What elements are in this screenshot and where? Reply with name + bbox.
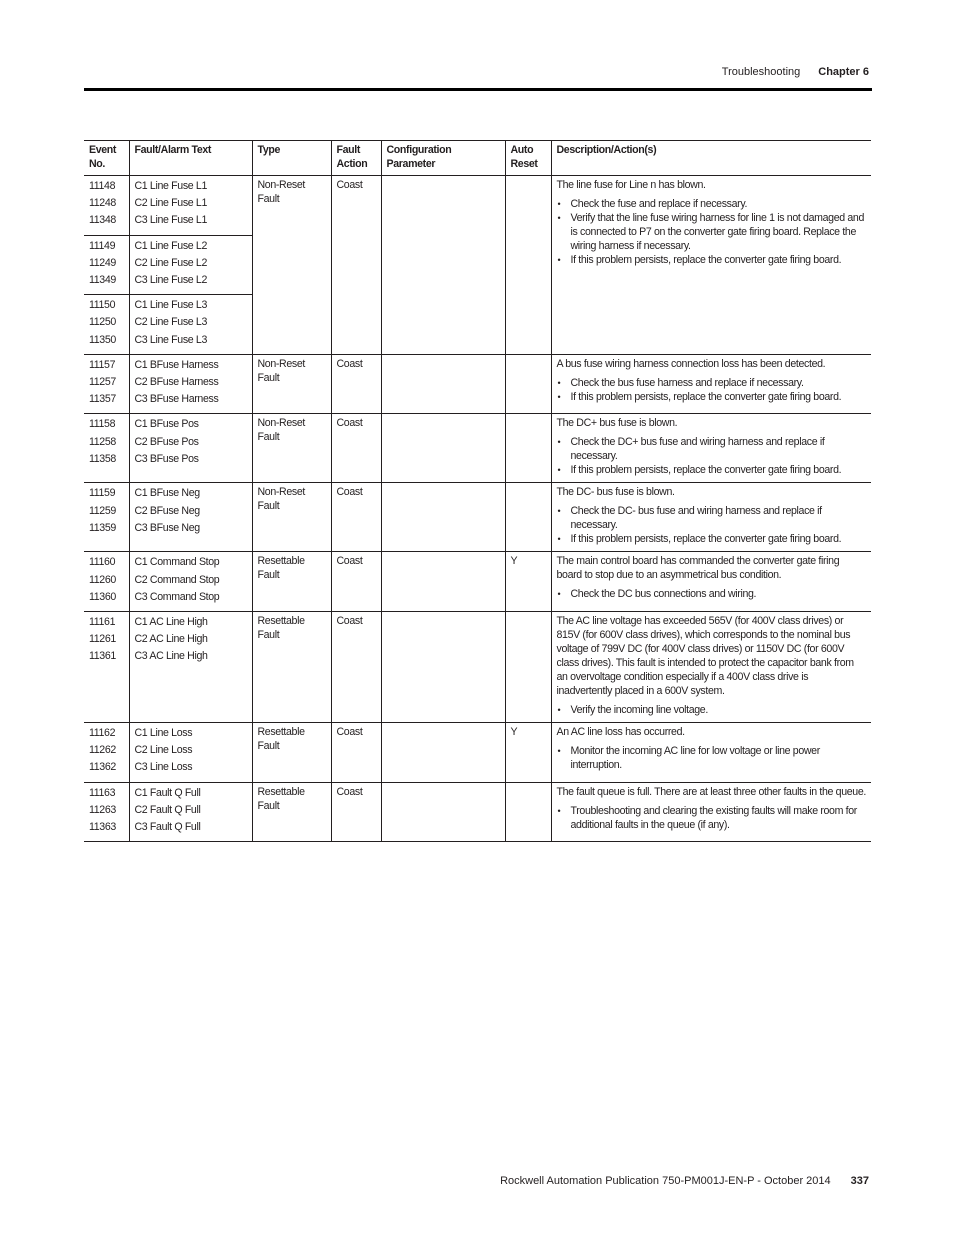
fault-type-cell: Non-Reset Fault <box>252 483 331 552</box>
action-list <box>557 197 867 267</box>
description-cell <box>551 354 871 414</box>
action-item: • If this problem persists, replace the converter gate firing board. <box>571 390 867 404</box>
cell-line: C3 BFuse Harness <box>134 393 219 406</box>
auto-reset-cell <box>505 176 551 355</box>
auto-reset-cell <box>505 612 551 723</box>
cell-line: 11358 <box>89 452 116 465</box>
fault-type-cell: Resettable Fault <box>252 552 331 612</box>
fault-action-cell: Coast <box>331 552 381 612</box>
table-header-row <box>84 141 871 176</box>
fault-text-cell <box>129 414 252 483</box>
column-header: Type <box>252 141 331 176</box>
cell-line: 11263 <box>89 803 116 816</box>
fault-action-cell: Coast <box>331 612 381 723</box>
cell-line: 11150 <box>89 299 116 312</box>
table-body <box>84 176 871 842</box>
cell-line: 11348 <box>89 214 116 227</box>
cell-line: 11159 <box>89 487 116 500</box>
publication-info: Rockwell Automation Publication 750-PM001J-EN-P - October 2014 <box>500 1175 831 1187</box>
event-number-cell <box>84 295 129 355</box>
cell-line: C1 Line Fuse L3 <box>134 299 207 312</box>
event-number-cell <box>84 235 129 295</box>
description-cell <box>551 782 871 842</box>
cell-line: 11261 <box>89 633 116 646</box>
cell-line: 11350 <box>89 333 116 346</box>
action-item: • Check the DC+ bus fuse and wiring harness and replace if necessary. <box>571 435 867 463</box>
cell-line: C2 Line Loss <box>134 744 193 757</box>
cell-line: 11357 <box>89 393 116 406</box>
column-header: Event No. <box>84 141 129 176</box>
fault-text-cell <box>129 782 252 842</box>
config-parameter-cell <box>381 176 505 355</box>
fault-text-cell <box>129 483 252 552</box>
table-row <box>84 552 871 612</box>
cell-line: 11249 <box>89 256 116 269</box>
action-item: • Troubleshooting and clearing the existing faults will make room for additional faults in the queue (if any). <box>571 804 867 832</box>
cell-line: 11257 <box>89 376 116 389</box>
cell-line: C1 BFuse Neg <box>134 487 200 500</box>
description-text: A bus fuse wiring harness connection loss has been detected. <box>556 357 826 370</box>
cell-line: C2 Line Fuse L1 <box>134 197 207 210</box>
cell-line: C3 Line Fuse L1 <box>134 214 207 227</box>
table-row <box>84 354 871 414</box>
cell-line: 11262 <box>89 744 116 757</box>
fault-text-cell <box>129 723 252 783</box>
description-text: The DC- bus fuse is blown. <box>556 486 675 499</box>
section-title: Troubleshooting <box>721 66 801 78</box>
cell-line: C1 BFuse Harness <box>134 358 219 371</box>
config-parameter-cell <box>381 723 505 783</box>
fault-action-cell: Coast <box>331 782 381 842</box>
header-rule <box>84 88 872 91</box>
action-list <box>557 703 867 717</box>
fault-text-cell <box>129 552 252 612</box>
description-text: The fault queue is full. There are at least three other faults in the queue. <box>556 785 866 798</box>
cell-line: C1 Line Loss <box>134 727 193 740</box>
column-header: Fault/Alarm Text <box>129 141 252 176</box>
description-text: The AC line voltage has exceeded 565V (for 400V class drives) or 815V (for 600V class drives), which corresponds to the nominal bus voltage of 799V DC (for 400V class drives) or 1150V DC (for 600V class drives). This fault is intended to protect the capacitor bank from an overvoltage condition especially if a 400V class drive is inadvertently placed in a 600V system. <box>556 615 854 698</box>
cell-line: 11248 <box>89 197 116 210</box>
description-cell <box>551 552 871 612</box>
description-cell <box>551 483 871 552</box>
cell-line: C2 BFuse Harness <box>134 376 219 389</box>
event-number-cell <box>84 354 129 414</box>
cell-line: C3 Line Fuse L2 <box>134 274 207 287</box>
column-header: Auto Reset <box>505 141 551 176</box>
chapter-label: Chapter 6 <box>818 66 869 78</box>
column-header: Fault Action <box>331 141 381 176</box>
cell-line: C1 AC Line High <box>134 616 208 629</box>
action-list <box>557 744 867 772</box>
page-header <box>0 66 869 78</box>
cell-line: 11160 <box>89 556 116 569</box>
auto-reset-cell <box>505 483 551 552</box>
fault-type-cell: Non-Reset Fault <box>252 414 331 483</box>
action-item: • Check the DC- bus fuse and wiring harness and replace if necessary. <box>571 504 867 532</box>
fault-type-cell: Non-Reset Fault <box>252 354 331 414</box>
action-item: • If this problem persists, replace the converter gate firing board. <box>571 463 867 477</box>
description-cell <box>551 414 871 483</box>
action-item: • Check the bus fuse harness and replace if necessary. <box>571 376 867 390</box>
cell-line: C3 Line Fuse L3 <box>134 333 207 346</box>
action-list <box>557 376 867 404</box>
cell-line: C3 Command Stop <box>134 590 220 603</box>
action-item: • If this problem persists, replace the converter gate firing board. <box>571 532 867 546</box>
cell-line: 11260 <box>89 573 116 586</box>
table-row <box>84 176 871 236</box>
cell-line: C2 BFuse Neg <box>134 504 200 517</box>
event-number-cell <box>84 483 129 552</box>
cell-line: 11361 <box>89 650 116 663</box>
event-number-cell <box>84 723 129 783</box>
table-row <box>84 723 871 783</box>
cell-line: C3 Line Loss <box>134 761 193 774</box>
cell-line: C2 BFuse Pos <box>134 435 199 448</box>
auto-reset-cell: Y <box>505 552 551 612</box>
config-parameter-cell <box>381 782 505 842</box>
fault-text-cell <box>129 295 252 355</box>
action-item: • Check the fuse and replace if necessary. <box>571 197 867 211</box>
table-row <box>84 414 871 483</box>
table-row <box>84 483 871 552</box>
description-cell <box>551 612 871 723</box>
table-row <box>84 612 871 723</box>
event-number-cell <box>84 612 129 723</box>
action-list <box>557 804 867 832</box>
fault-text-cell <box>129 176 252 236</box>
cell-line: 11349 <box>89 274 116 287</box>
event-number-cell <box>84 782 129 842</box>
fault-action-cell: Coast <box>331 176 381 355</box>
action-list <box>557 587 867 601</box>
cell-line: 11258 <box>89 435 116 448</box>
description-text: The main control board has commanded the converter gate firing board to stop due to an asymmetrical bus condition. <box>556 555 840 582</box>
fault-type-cell: Non-Reset Fault <box>252 176 331 355</box>
cell-line: 11362 <box>89 761 116 774</box>
cell-line: 11158 <box>89 418 116 431</box>
config-parameter-cell <box>381 414 505 483</box>
cell-line: C3 AC Line High <box>134 650 208 663</box>
column-header: Description/Action(s) <box>551 141 871 176</box>
action-item: • Verify the incoming line voltage. <box>571 703 867 717</box>
page-number: 337 <box>850 1175 869 1187</box>
cell-line: C3 BFuse Neg <box>134 521 200 534</box>
config-parameter-cell <box>381 354 505 414</box>
auto-reset-cell <box>505 782 551 842</box>
config-parameter-cell <box>381 552 505 612</box>
config-parameter-cell <box>381 612 505 723</box>
cell-line: C2 Line Fuse L3 <box>134 316 207 329</box>
action-item: • Check the DC bus connections and wiring. <box>571 587 867 601</box>
action-list <box>557 435 867 477</box>
auto-reset-cell <box>505 354 551 414</box>
fault-action-cell: Coast <box>331 414 381 483</box>
cell-line: C1 BFuse Pos <box>134 418 199 431</box>
cell-line: C2 Line Fuse L2 <box>134 256 207 269</box>
cell-line: 11363 <box>89 821 116 834</box>
fault-action-cell: Coast <box>331 483 381 552</box>
description-cell <box>551 723 871 783</box>
cell-line: C1 Line Fuse L1 <box>134 180 207 192</box>
cell-line: 11161 <box>89 616 116 629</box>
config-parameter-cell <box>381 483 505 552</box>
cell-line: 11149 <box>89 239 116 252</box>
description-text: The line fuse for Line n has blown. <box>556 179 706 191</box>
cell-line: 11148 <box>89 180 116 192</box>
cell-line: 11360 <box>89 590 116 603</box>
auto-reset-cell <box>505 414 551 483</box>
fault-type-cell: Resettable Fault <box>252 723 331 783</box>
description-text: The DC+ bus fuse is blown. <box>556 417 678 430</box>
fault-text-cell <box>129 235 252 295</box>
cell-line: 11162 <box>89 727 116 740</box>
cell-line: C1 Command Stop <box>134 556 220 569</box>
cell-line: 11259 <box>89 504 116 517</box>
action-list <box>557 504 867 546</box>
action-item: • Monitor the incoming AC line for low voltage or line power interruption. <box>571 744 867 772</box>
fault-action-cell: Coast <box>331 723 381 783</box>
action-item: • Verify that the line fuse wiring harness for line 1 is not damaged and is connected to P7 on the converter gate firing board. Replace the wiring harness if necessary. <box>571 211 867 253</box>
cell-line: C3 Fault Q Full <box>134 821 201 834</box>
table-row <box>84 782 871 842</box>
cell-line: C2 Command Stop <box>134 573 220 586</box>
cell-line: 11359 <box>89 521 116 534</box>
cell-line: C1 Fault Q Full <box>134 786 201 799</box>
cell-line: C3 BFuse Pos <box>134 452 199 465</box>
cell-line: 11163 <box>89 786 116 799</box>
event-number-cell <box>84 176 129 236</box>
fault-table <box>84 140 871 842</box>
fault-text-cell <box>129 354 252 414</box>
fault-action-cell: Coast <box>331 354 381 414</box>
cell-line: C1 Line Fuse L2 <box>134 239 207 252</box>
event-number-cell <box>84 552 129 612</box>
description-cell <box>551 176 871 355</box>
page-footer <box>0 1175 869 1187</box>
description-text: An AC line loss has occurred. <box>556 726 685 739</box>
cell-line: C2 Fault Q Full <box>134 803 201 816</box>
auto-reset-cell: Y <box>505 723 551 783</box>
cell-line: C2 AC Line High <box>134 633 208 646</box>
fault-text-cell <box>129 612 252 723</box>
cell-line: 11157 <box>89 358 116 371</box>
fault-type-cell: Resettable Fault <box>252 782 331 842</box>
cell-line: 11250 <box>89 316 116 329</box>
action-item: • If this problem persists, replace the converter gate firing board. <box>571 253 867 267</box>
column-header: Configuration Parameter <box>381 141 505 176</box>
event-number-cell <box>84 414 129 483</box>
fault-type-cell: Resettable Fault <box>252 612 331 723</box>
